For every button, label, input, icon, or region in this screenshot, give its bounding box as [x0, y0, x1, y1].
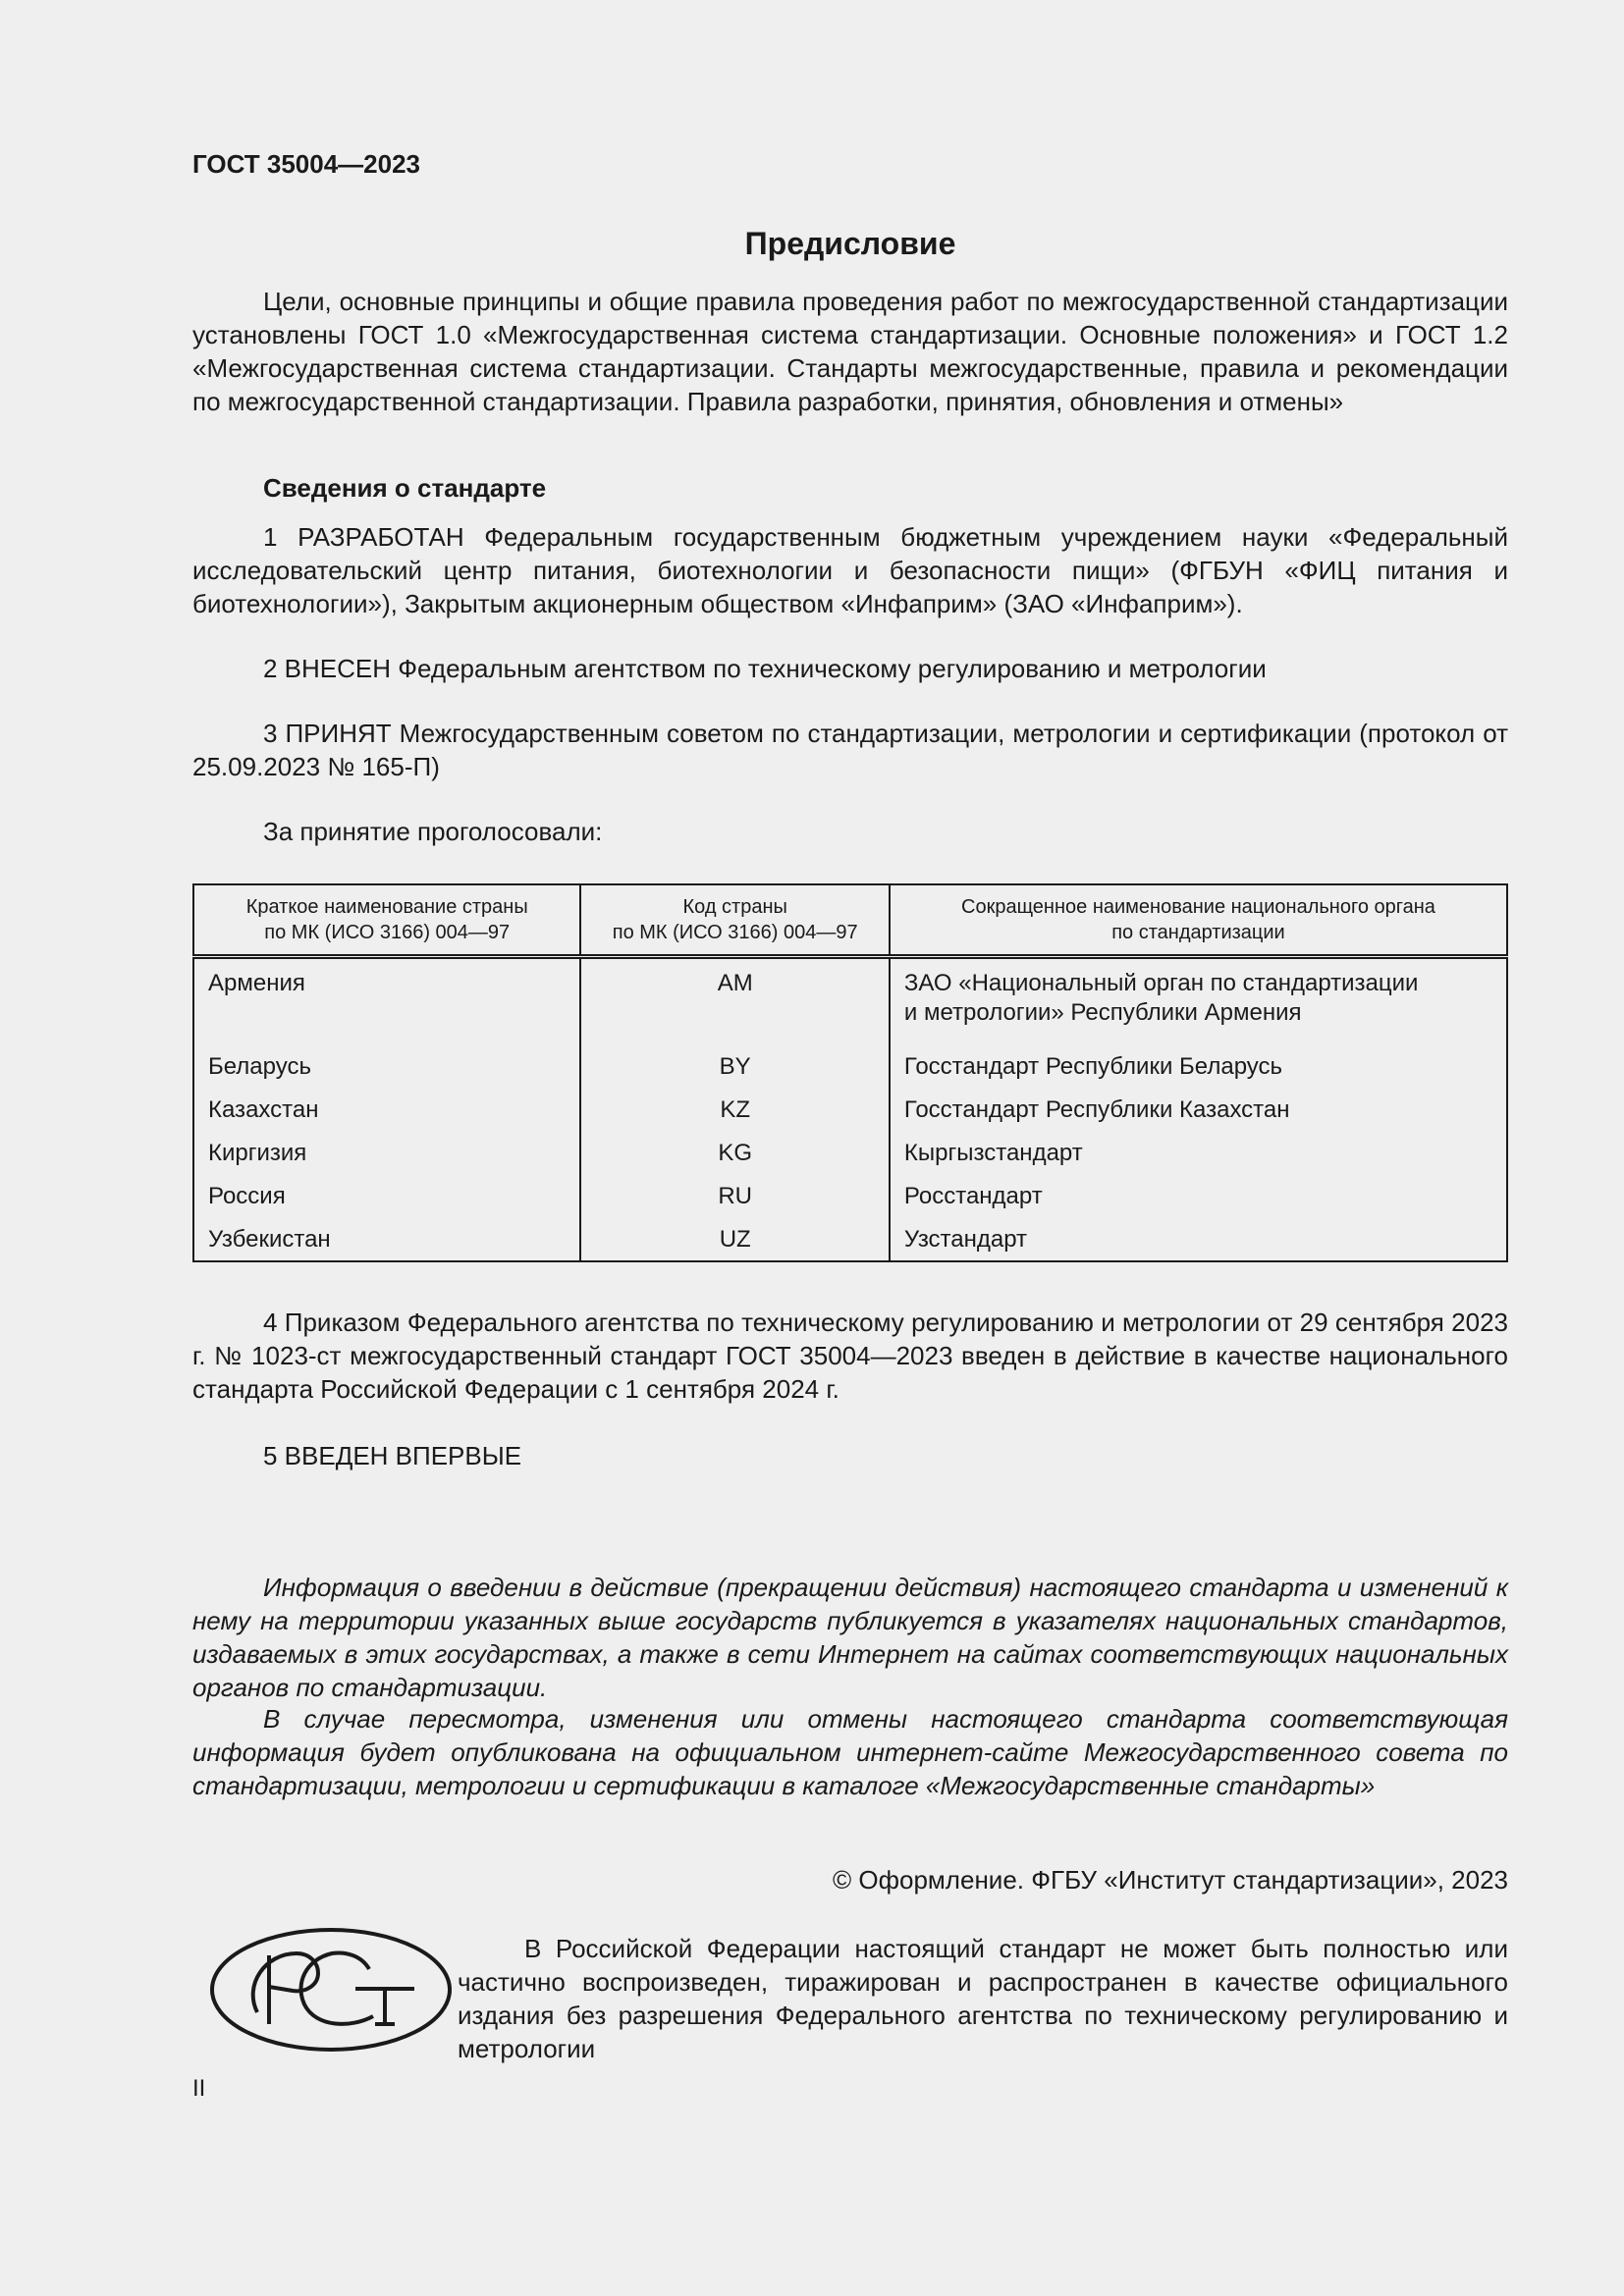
item-first: 5 ВВЕДЕН ВПЕРВЫЕ	[263, 1441, 522, 1470]
code-cell: BY	[580, 1035, 889, 1089]
page-title: Предисловие	[744, 226, 956, 261]
table-row	[193, 1218, 1507, 1261]
country-cell: Армения	[208, 970, 305, 996]
intro-paragraph: Цели, основные принципы и общие правила проведения работ по межгосударственной стандартизации установлены ГОСТ 1.0 «Межгосударственная система стандартизации. Основные положения» и ГОСТ 1.2 «Межгосударственная система стандартизации. Стандарты межгосударственные, правила и рекомендации по межгосударственной стандартизации. Правила разработки, принятия, обновления и отмены»	[192, 287, 1508, 416]
header-code-line2: по МК (ИСО 3166) 004—97	[612, 922, 858, 943]
header-body-line1: Сокращенное наименование национального органа	[961, 896, 1435, 918]
page-number: II	[192, 2075, 206, 2102]
table-row	[193, 1175, 1507, 1218]
rst-logo-icon	[208, 1926, 454, 2054]
section-heading: Сведения о стандарте	[263, 473, 547, 503]
header-code-line1: Код страны	[682, 896, 787, 918]
notice-paragraph-1: Информация о введении в действие (прекращении действия) настоящего стандарта и изменений к нему на территории указанных выше государств публикуется в указателях национальных стандартов, издаваемых в этих государствах, а также в сети Интернет на сайтах соответствующих национальных органов по стандартизации.	[192, 1573, 1508, 1702]
country-cell: Узбекистан	[208, 1226, 331, 1253]
country-cell: Казахстан	[208, 1096, 319, 1123]
copyright-line: © Оформление. ФГБУ «Институт стандартизации», 2023	[833, 1865, 1508, 1895]
header-body	[890, 884, 1507, 957]
document-code: ГОСТ 35004—2023	[192, 149, 420, 179]
item-developed: 1 РАЗРАБОТАН Федеральным государственным бюджетным учреждением науки «Федеральный исследовательский центр питания, биотехнологии и безопасности пищи» (ФГБУН «ФИЦ питания и биотехнологии»), Закрытым акционерным обществом «Инфаприм» (ЗАО «Инфаприм»).	[192, 522, 1508, 618]
country-cell: Россия	[208, 1183, 286, 1209]
country-cell: Беларусь	[208, 1053, 311, 1080]
code-cell: UZ	[580, 1218, 889, 1261]
item-submitted: 2 ВНЕСЕН Федеральным агентством по техническому регулированию и метрологии	[263, 654, 1267, 683]
code-cell: KZ	[580, 1089, 889, 1132]
body-cell: Госстандарт Республики Беларусь	[890, 1035, 1507, 1089]
body-cell: Кыргызстандарт	[890, 1132, 1507, 1175]
voted-label: За принятие проголосовали:	[263, 817, 603, 846]
country-cell: Киргизия	[208, 1140, 307, 1166]
voting-table	[192, 883, 1508, 1262]
header-country-line2: по МК (ИСО 3166) 004—97	[264, 922, 511, 943]
table-row	[193, 1089, 1507, 1132]
table-row	[193, 957, 1507, 1036]
rights-notice: В Российской Федерации настоящий стандарт не может быть полностью или частично воспроизведен, тиражирован и распространен в качестве официального издания без разрешения Федерального агентства по техническому регулированию и метрологии	[458, 1934, 1508, 2063]
body-line2: и метрологии» Республики Армения	[903, 999, 1302, 1026]
body-cell: Госстандарт Республики Казахстан	[890, 1089, 1507, 1132]
notice-paragraph-2: В случае пересмотра, изменения или отмены настоящего стандарта соответствующая информация будет опубликована на официальном интернет-сайте Межгосударственного совета по стандартизации, метрологии и сертификации в каталоге «Межгосударственные стандарты»	[192, 1704, 1508, 1800]
item-order: 4 Приказом Федерального агентства по техническому регулированию и метрологии от 29 сентября 2023 г. № 1023-ст межгосударственный стандарт ГОСТ 35004—2023 введен в действие в качестве национального стандарта Российской Федерации с 1 сентября 2024 г.	[192, 1308, 1508, 1404]
table-row	[193, 1132, 1507, 1175]
body-cell: Росстандарт	[890, 1175, 1507, 1218]
header-country-line1: Краткое наименование страны	[245, 896, 528, 918]
table-header-row	[193, 884, 1507, 957]
body-line1: ЗАО «Национальный орган по стандартизации	[903, 970, 1419, 996]
header-country	[193, 884, 580, 957]
code-cell: RU	[580, 1175, 889, 1218]
code-cell: AM	[580, 957, 889, 1036]
item-adopted: 3 ПРИНЯТ Межгосударственным советом по стандартизации, метрологии и сертификации (протокол от 25.09.2023 № 165-П)	[192, 719, 1508, 781]
table-row	[193, 1035, 1507, 1089]
code-cell: KG	[580, 1132, 889, 1175]
body-cell: Узстандарт	[890, 1218, 1507, 1261]
body-cell	[890, 957, 1507, 1036]
header-body-line2: по стандартизации	[1111, 922, 1285, 943]
header-code	[580, 884, 889, 957]
